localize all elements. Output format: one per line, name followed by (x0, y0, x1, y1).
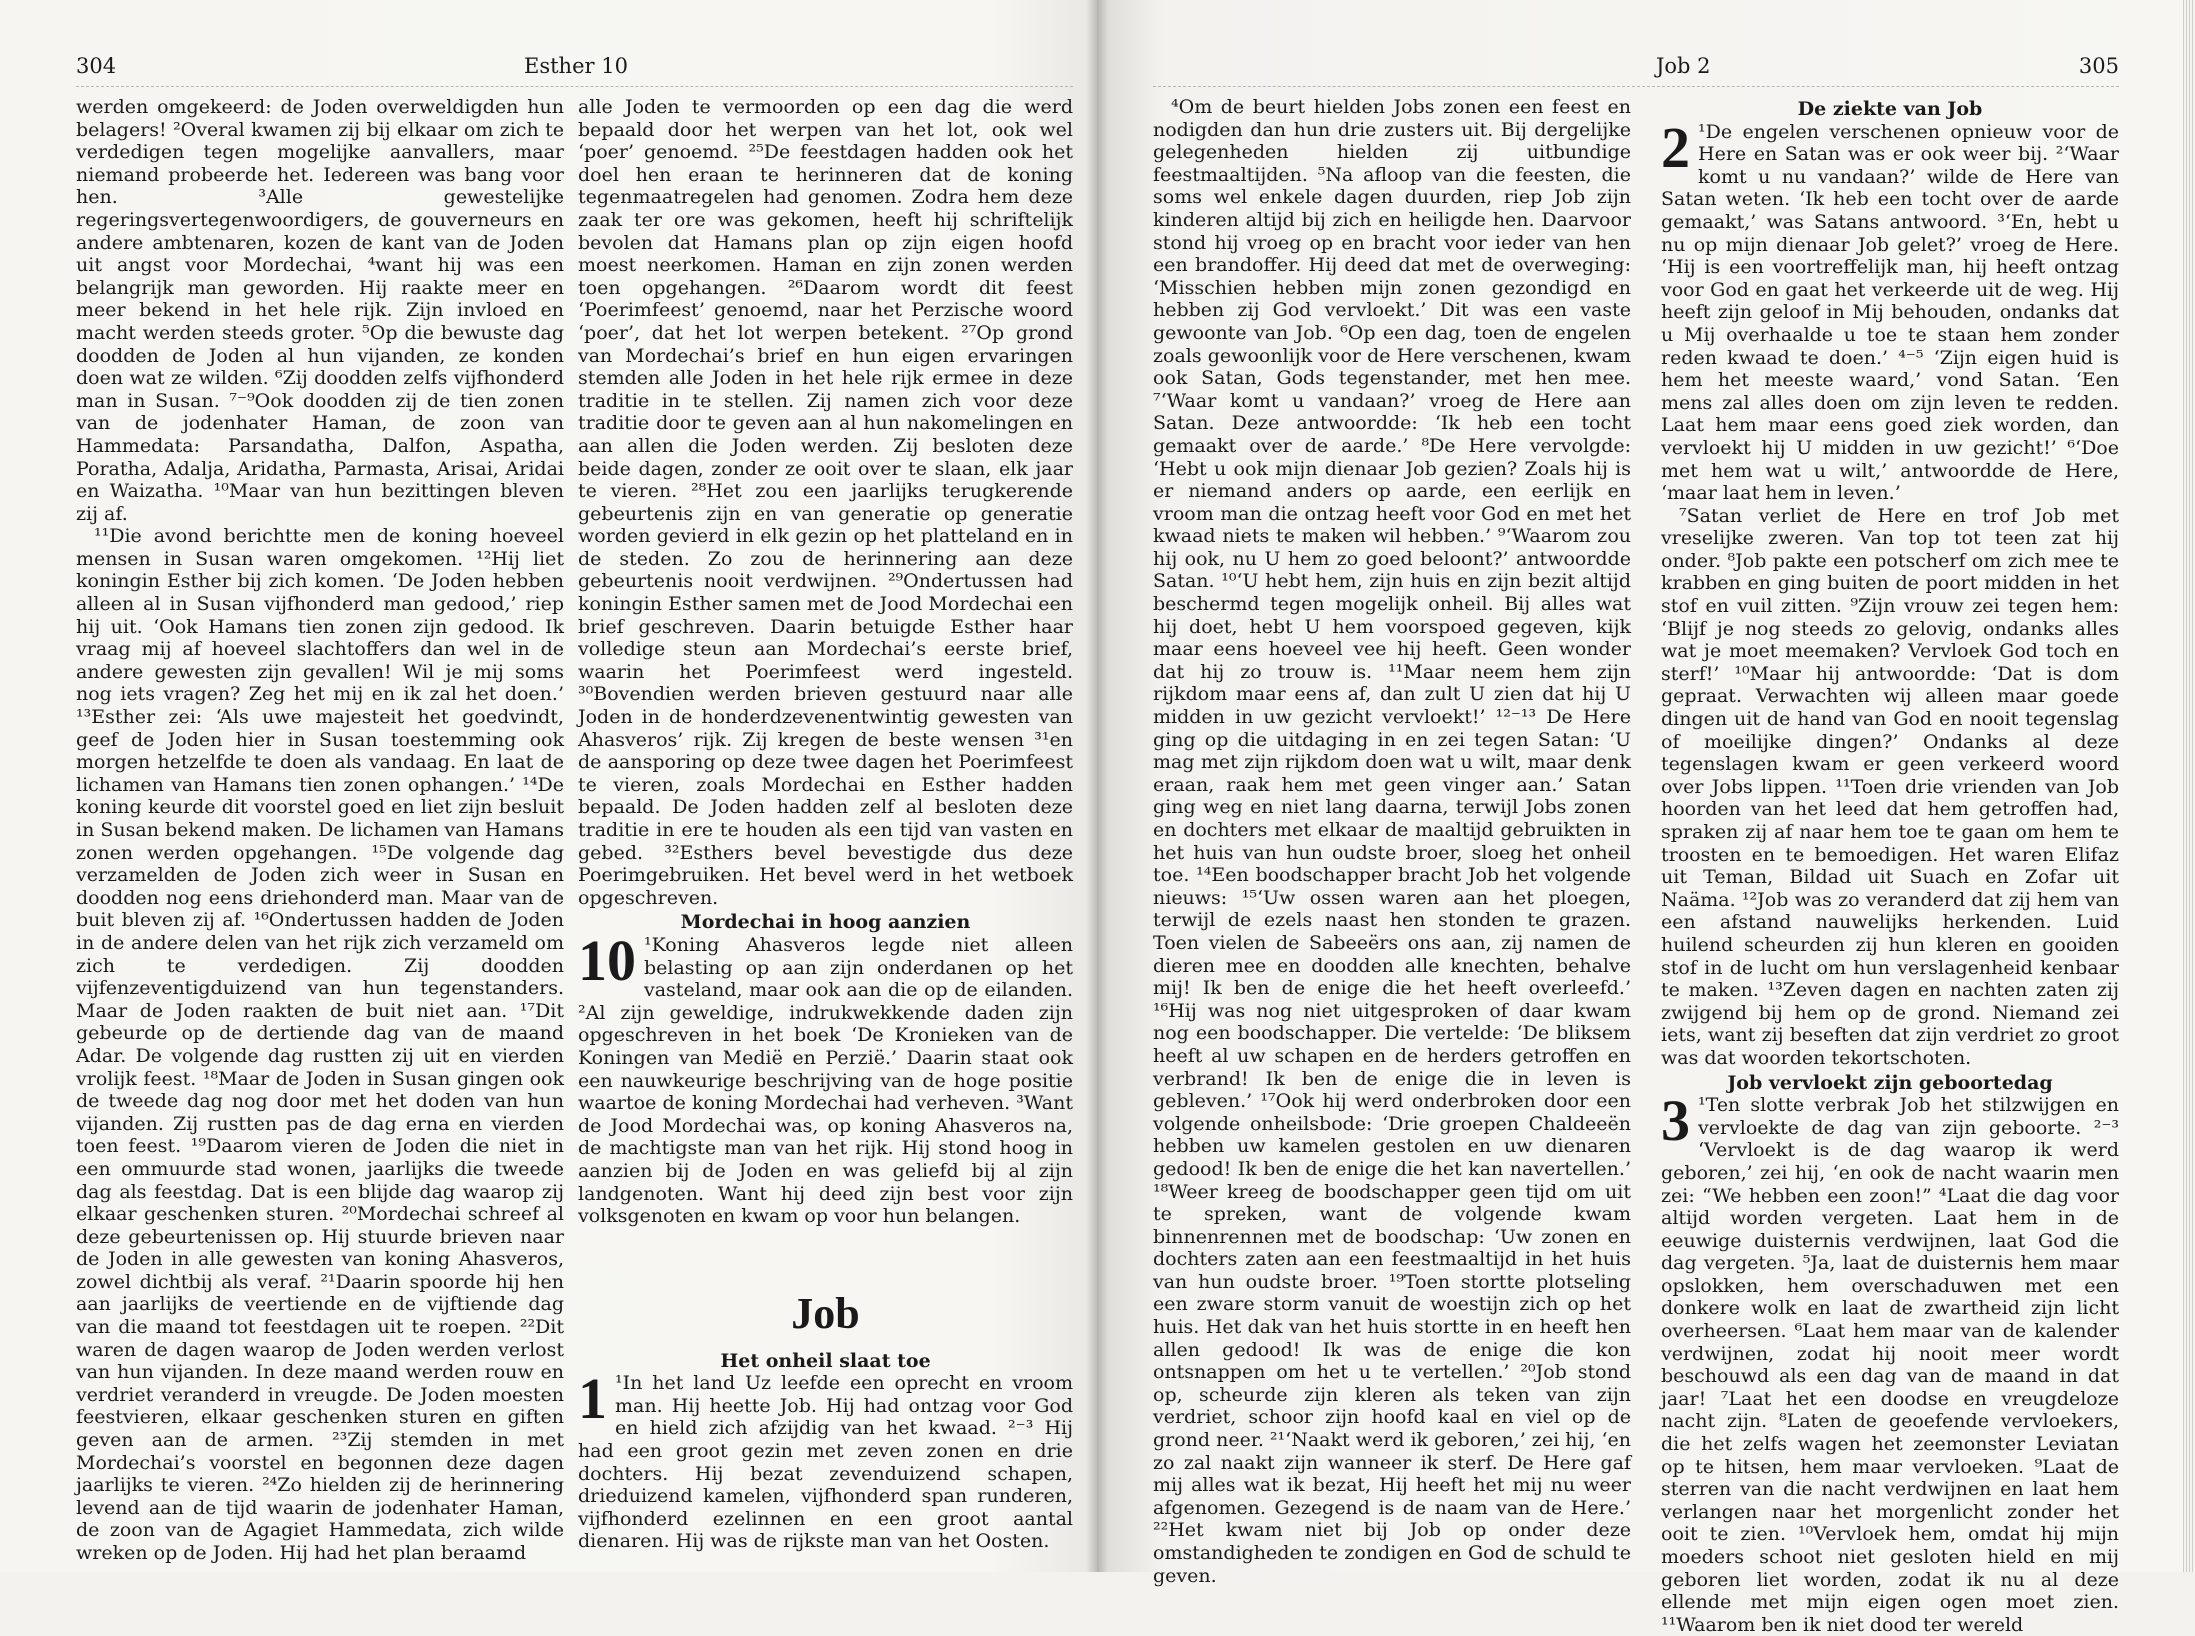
running-title: Esther 10 (524, 54, 628, 78)
chapter-number: 2 (1661, 114, 1690, 180)
chapter-text: ¹Ten slotte verbrak Job het stilzwijgen en vervloekte de dag van zijn geboorte. ²⁻³ ‘Vervloekt is de dag waarop ik werd geboren,’ zei hij, ‘en ook de nacht waarin men zei: “We hebben een zoon!” ⁴Laat die dag voor altijd worden vergeten. Laat hem in de eeuwige duisternis verdwijnen, laat God die dag vergeten. ⁵Ja, laat de duisternis hem maar opslokken, hem overschaduwen met een donkere wolk en laat de zwartheid zijn licht overheersen. ⁶Laat hem maar van de kalender verdwijnen, zodat hij nooit meer wordt beschouwd als een dag van de maand in dat jaar! ⁷Laat het een doodse en vreugdeloze nacht zijn. ⁸Laten de geoefende vervloekers, die het zelfs wagen het zeemonster Leviatan op te hitsen, hem maar vervloeken. ⁹Laat de sterren van die nacht verdwijnen en laat hem verlangen naar het morgenlicht zonder het ooit te zien. ¹⁰Vervloek hem, omdat hij mijn moeders schoot niet gesloten hield en mij geboren liet worden, zodat ik nu al deze ellende met mijn eigen ogen moet zien. ¹¹Waarom ben ik niet dood ter wereld (1661, 1094, 2119, 1636)
paragraph: werden omgekeerd: de Joden overweldigden hun belagers! ²Overal kwamen zij bij elkaar om zich te verdedigen tegen mogelijke aanvallers, maar niemand probeerde het. Iedereen was bang voor hen. ³Alle gewestelijke regeringsvertegenwoordigers, de gouverneurs en andere ambtenaren, kozen de kant van de Joden uit angst voor Mordechai, ⁴want hij was een belangrijk man geworden. Hij raakte meer en meer bekend in het hele rijk. Zijn invloed en macht werden steeds groter. ⁵Op die bewuste dag doodden de Joden al hun vijanden, ze konden doen wat ze wilden. ⁶Zij doodden zelfs vijfhonderd man in Susan. ⁷⁻⁹Ook doodden zij de tien zonen van de jodenhater Haman, de zoon van Hammedata: Parsandatha, Dalfon, Aspatha, Poratha, Adalja, Aridatha, Parmasta, Arisai, Aridai en Waizatha. ¹⁰Maar van hun bezittingen bleven zij af. (76, 96, 564, 525)
chapter-1 (578, 1366, 1073, 1553)
book-gutter (1086, 0, 1108, 1572)
right-page (1097, 0, 2195, 1636)
paragraph: alle Joden te vermoorden op een dag die werd bepaald door het werpen van het lot, ook wel ‘poer’ genoemd. ²⁵De feestdagen hadden ook het doel hen eraan te herinneren dat de koning tegenmaatregelen had genomen. Zodra hem deze zaak ter ore was gekomen, heeft hij schriftelijk bevolen dat Hamans plan op zijn eigen hoofd moest neerkomen. Haman en zijn zonen werden toen opgehangen. ²⁶Daarom wordt dit feest ‘Poerimfeest’ genoemd, naar het Perzische woord ‘poer’, dat het lot werpen betekent. ²⁷Op grond van Mordechai’s brief en hun eigen ervaringen stemden alle Joden in het hele rijk ermee in deze traditie in te stellen. Zij namen zich voor deze traditie door te geven aan al hun nakomelingen en aan allen die Joden werden. Zij besloten deze beide dagen, zonder ze ooit over te slaan, elk jaar te vieren. ²⁸Het zou een jaarlijks terugkerende gebeurtenis zijn en van generatie op generatie worden gevierd in elk gezin op het platteland en in de steden. Zo zou de herinnering aan deze gebeurtenis nooit verdwijnen. ²⁹Ondertussen had koningin Esther samen met de Jood Mordechai een brief geschreven. Daarin betuigde Esther haar volledige steun aan Mordechai’s eerste brief, waarin het Poerimfeest werd ingesteld. ³⁰Bovendien werden brieven gestuurd naar alle Joden in de honderdzevenentwintig gewesten van Ahasveros’ rijk. Zij kregen de beste wensen ³¹en de aansporing op deze twee dagen het Poerimfeest te vieren, zoals Mordechai en Esther hadden bepaald. De Joden hadden zelf al besloten deze traditie in ere te houden als een tijd van vasten en gebed. ³²Esthers bevel bevestigde dus deze Poerimgebruiken. Het bevel werd in het wetboek opgeschreven. (578, 96, 1073, 909)
paragraph: ¹¹Die avond berichtte men de koning hoeveel mensen in Susan waren omgekomen. ¹²Hij liet koningin Esther bij zich komen. ‘De Joden hebben alleen al in Susan vijfhonderd man gedood,’ riep hij uit. ‘Ook Hamans tien zonen zijn gedood. Ik vraag mij af hoeveel slachtoffers dan wel in de andere gewesten zijn gevallen! Wil je mij soms nog iets vragen? Zeg het mij en ik zal het doen.’ ¹³Esther zei: ‘Als uwe majesteit het goedvindt, geef de Joden hier in Susan toestemming ook morgen hetzelfde te doen als vandaag. En laat de lichamen van Hamans tien zonen ophangen.’ ¹⁴De koning keurde dit voorstel goed en liet zijn besluit in Susan bekend maken. De lichamen van Hamans zonen werden opgehangen. ¹⁵De volgende dag verzamelden de Joden zich weer in Susan en doodden nog eens driehonderd man. Maar van de buit bleven zij af. ¹⁶Ondertussen hadden de Joden in de andere delen van het rijk zich verzameld om zich te verdedigen. Zij doodden vijfenzeventigduizend van hun tegenstanders. Maar de Joden raakten de buit niet aan. ¹⁷Dit gebeurde op de dertiende dag van de maand Adar. De volgende dag rustten zij uit en vierden vrolijk feest. ¹⁸Maar de Joden in Susan gingen ook de tweede dag nog door met het doden van hun vijanden. Zij rustten pas de dag erna en vierden toen feest. ¹⁹Daarom vieren de Joden die niet in een ommuurde stad wonen, jaarlijks die tweede dag als feestdag. Dat is een blijde dag waarop zij elkaar geschenken sturen. ²⁰Mordechai schreef al deze gebeurtenissen op. Hij stuurde brieven naar de Joden in alle gewesten van koning Ahasveros, zowel dichtbij als veraf. ²¹Daarin spoorde hij hen aan jaarlijks de veertiende en de vijftiende dag van die maand tot feestdagen uit te roepen. ²²Dit waren de dagen waarop de Joden werden verlost van hun vijanden. In deze maand werden rouw en verdriet veranderd in vreugde. De Joden moesten feestvieren, elkaar geschenken sturen en giften geven aan de armen. ²³Zij stemden in met Mordechai’s voorstel en begonnen deze dagen jaarlijks te vieren. ²⁴Zo hielden zij de herinnering levend aan de tijd waarin de jodenhater Haman, de zoon van de Agagiet Hammedata, zich wilde wreken op de Joden. Hij had het plan beraamd (76, 525, 564, 1564)
chapter-text: ¹In het land Uz leefde een oprecht en vroom man. Hij heette Job. Hij had ontzag voor God en hield zich afzijdig van het kwaad. ²⁻³ Hij had een groot gezin met zeven zonen en drie dochters. Hij bezat zevenduizend schapen, drieduizend kamelen, vijfhonderd span runderen, vijfhonderd ezelinnen en een groot aantal dienaren. Hij was de rijkste man van het Oosten. (578, 1372, 1073, 1553)
paragraph: ⁷Satan verliet de Here en trof Job met vreselijke zweren. Van top tot teen zat hij onder. ⁸Job pakte een potscherf om zich mee te krabben en ging buiten de poort midden in het stof en vuil zitten. ⁹Zijn vrouw zei tegen hem: ‘Blijf je nog steeds zo gelovig, ondanks alles wat je moet meemaken? Vervloek God toch en sterf!’ ¹⁰Maar hij antwoordde: ‘Dat is dom gepraat. Verwachten wij alleen maar goede dingen uit de hand van God en nooit tegenslag of moeilijke dingen?’ Ondanks al deze tegenslagen kwam er geen verkeerd woord over Jobs lippen. ¹¹Toen drie vrienden van Job hoorden van het leed dat hem getroffen had, spraken zij af naar hem toe te gaan om hem te troosten en te bemoedigen. Het waren Elifaz uit Teman, Bildad uit Suach en Zofar uit Naäma. ¹²Job was zo veranderd dat zij hem van een afstand nauwelijks herkenden. Luid huilend scheurden zij hun kleren en gooiden stof in de lucht om hun verslagenheid kenbaar te maken. ¹³Zeven dagen en nachten zaten zij zwijgend bij hem op de grond. Niemand zei iets, want zij beseften dat zijn verdriet zo groot was dat woorden tekortschoten. (1661, 504, 2119, 1069)
page-header (1153, 48, 2119, 84)
page-header (76, 48, 1073, 84)
chapter-number: 3 (1661, 1088, 1690, 1154)
chapter-text: ¹De engelen verschenen opnieuw voor de Here en Satan was er ook weer bij. ²‘Waar komt u nu vandaan?’ wilde de Here van Satan weten. ‘Ik heb een tocht over de aarde gemaakt,’ was Satans antwoord. ³‘En, hebt u nu op mijn dienaar Job gelet?’ vroeg de Here. ‘Hij is een voortreffelijk man, hij heeft ontzag voor God en gaat het verkeerde uit de weg. Hij heeft zijn geloof in Mij behouden, ondanks dat u Mij overhaalde u toe te staan hem zonder reden kwaad te doen.’ ⁴⁻⁵ ‘Zijn eigen huid is hem het meeste waard,’ vond Satan. ‘Een mens zal alles doen om zijn leven te redden. Laat hem maar eens goed ziek worden, dan vervloekt hij U midden in uw gezicht!’ ⁶‘Doe met hem wat u wilt,’ antwoordde de Here, ‘maar laat hem in leven.’ (1661, 120, 2119, 505)
text-column-1 (1153, 96, 1631, 1636)
text-column-2 (1661, 96, 2119, 1636)
text-column-2 (578, 96, 1073, 1565)
chapter-2 (1661, 114, 2119, 505)
header-rule (76, 86, 1073, 88)
header-rule (1153, 86, 2119, 88)
book-title: Job (791, 1288, 860, 1338)
chapter-10 (578, 927, 1073, 1228)
left-page (0, 0, 1097, 1572)
chapter-number: 10 (578, 927, 636, 993)
section-heading: Het onheil slaat toe (720, 1349, 931, 1372)
section-heading: De ziekte van Job (1797, 98, 1983, 120)
chapter-number: 1 (578, 1366, 607, 1432)
section-heading: Mordechai in hoog aanzien (680, 911, 971, 934)
running-title: Job 2 (1656, 54, 1711, 78)
chapter-3 (1661, 1088, 2119, 1636)
paragraph: ⁴Om de beurt hielden Jobs zonen een feest en nodigden dan hun drie zusters uit. Bij dergelijke gelegenheden hielden zij uitbundige feestmaaltijden. ⁵Na afloop van die feesten, die soms wel enkele dagen duurden, riep Job zijn kinderen altijd bij zich en heiligde hen. Daarvoor stond hij vroeg op en bracht voor ieder van hen een brandoffer. Hij deed dat met de overweging: ‘Misschien hebben mijn zonen gezondigd en hebben zij God vervloekt.’ Dit was een vaste gewoonte van Job. ⁶Op een dag, toen de engelen zoals gewoonlijk voor de Here verschenen, kwam ook Satan, Gods tegenstander, met hen mee. ⁷‘Waar komt u vandaan?’ vroeg de Here aan Satan. Deze antwoordde: ‘Ik heb een tocht gemaakt over de aarde.’ ⁸De Here vervolgde: ‘Hebt u ook mijn dienaar Job gezien? Zoals hij is er niemand anders op aarde, een eerlijk en vroom man die ontzag heeft voor God en met het kwaad niets te maken wil hebben.’ ⁹‘Waarom zou hij ook, nu U hem zo goed beloont?’ antwoordde Satan. ¹⁰‘U hebt hem, zijn huis en zijn bezit altijd beschermd tegen mogelijk onheil. Bij alles wat hij doet, hebt U hem voorspoed gegeven, kijk maar eens hoeveel vee hij heeft. Geen wonder dat hij zo trouw is. ¹¹Maar neem hem zijn rijkdom maar eens af, dan zult U zien dat hij U midden in uw gezicht vervloekt!’ ¹²⁻¹³ De Here ging op die uitdaging in en zei tegen Satan: ‘U mag met zijn rijkdom doen wat u wilt, maar denk eraan, raak hem met geen vinger aan.’ Satan ging weg en niet lang daarna, terwijl Jobs zonen en dochters met elkaar de maaltijd gebruikten in het huis van hun oudste broer, sloeg het onheil toe. ¹⁴Een boodschapper bracht Job het volgende nieuws: ¹⁵‘Uw ossen waren aan het ploegen, terwijl de ezels naast hen stonden te grazen. Toen vielen de Sabeeërs ons aan, zij namen de dieren mee en doodden alle knechten, behalve mij! Ik ben de enige die het heeft overleefd.’ ¹⁶Hij was nog niet uitgesproken of daar kwam nog een boodschapper. Die vertelde: ‘De bliksem heeft al uw schapen en de herders getroffen en verbrand! Ik ben de enige die in leven is gebleven.’ ¹⁷Ook hij werd onderbroken door een volgende onheilsbode: ‘Drie groepen Chaldeeën hebben uw kamelen gestolen en uw dienaren gedood! Ik ben de enige die het kan navertellen.’ ¹⁸Weer kreeg de boodschapper geen tijd om uit te spreken, want de volgende kwam binnenrennen met de boodschap: ‘Uw zonen en dochters zaten aan een feestmaaltijd in het huis van hun oudste broer. ¹⁹Toen stortte plotseling een zware storm vanuit de woestijn zich op het huis. Het dak van het huis stortte in en heeft hen allen gedood! Ik was de enige die kon ontsnappen om het u te vertellen.’ ²⁰Job stond op, scheurde zijn kleren als teken van zijn verdriet, schoor zijn hoofd kaal en viel op de grond neer. ²¹‘Naakt werd ik geboren,’ zei hij, ‘en zo zal naakt zijn wanneer ik sterf. De Here gaf mij alles wat ik bezat, Hij heeft het mij nu weer afgenomen. Gezegend is de naam van de Here.’ ²²Het kwam niet bij Job op onder deze omstandigheden te zondigen en God de schuld te geven. (1153, 96, 1631, 1587)
page-number: 304 (76, 54, 117, 78)
text-column-1 (76, 96, 564, 1565)
page-number: 305 (2078, 54, 2119, 78)
chapter-text: ¹Koning Ahasveros legde niet alleen belasting op aan zijn onderdanen op het vasteland, maar ook aan die op de eilanden. ²Al zijn geweldige, indrukwekkende daden zijn opgeschreven in het boek ‘De Kronieken van de Koningen van Medië en Perzië.’ Daarin staat ook een nauwkeurige beschrijving van de hoge positie waartoe de koning Mordechai had verheven. ³Want de Jood Mordechai was, op koning Ahasveros na, de machtigste man van het rijk. Hij stond hoog in aanzien bij de Joden en was geliefd bij al zijn landgenoten. Want hij deed zijn best voor zijn volksgenoten en kwam op voor hun belangen. (578, 933, 1073, 1228)
section-heading: Job vervloekt zijn geboortedag (1727, 1071, 2053, 1094)
